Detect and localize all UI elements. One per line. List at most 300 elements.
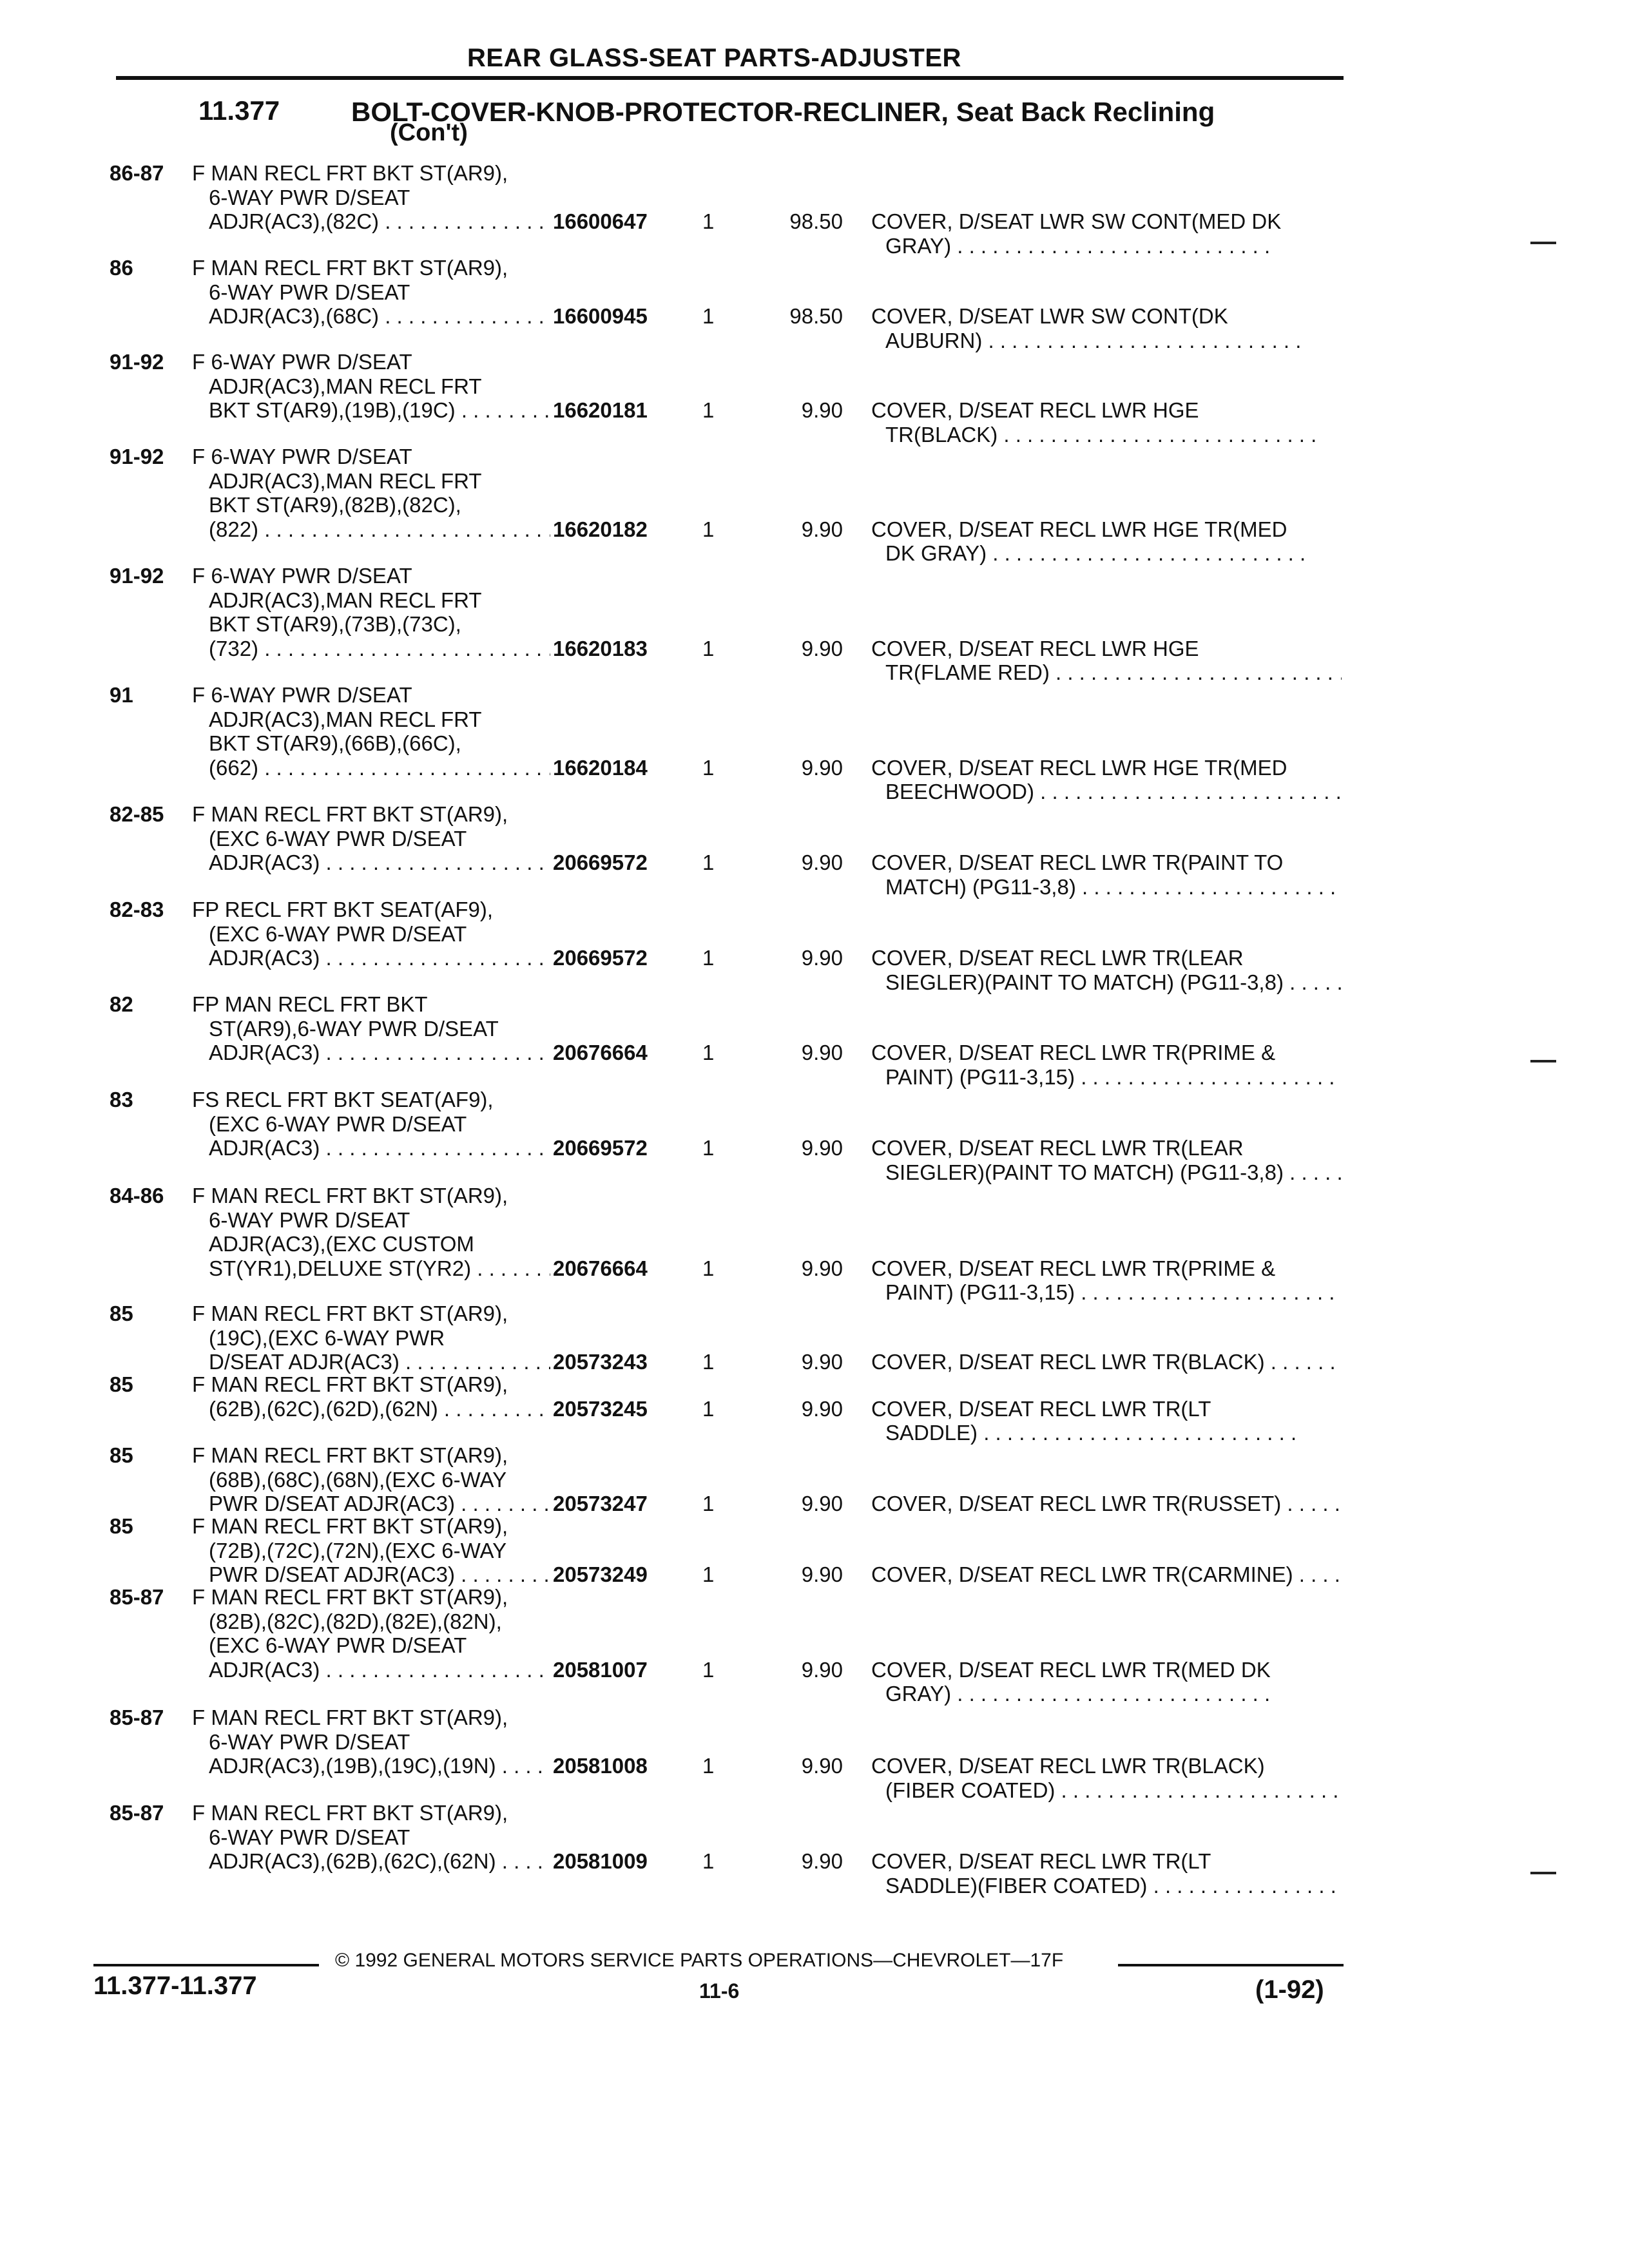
- description-line-text: COVER, D/SEAT RECL LWR TR(PRIME &: [871, 1256, 1276, 1280]
- usage-description: [192, 898, 553, 970]
- usage-line: [192, 1633, 553, 1658]
- margin-mark: [1530, 242, 1556, 244]
- price: 9.90: [801, 1754, 843, 1778]
- leader-dots: [1055, 1778, 1342, 1802]
- description-line: [871, 517, 1342, 542]
- leader-dots: [1147, 1874, 1342, 1898]
- description-line: [871, 1658, 1342, 1682]
- part-number: 16620183: [553, 636, 648, 660]
- description-line-text: COVER, D/SEAT RECL LWR HGE: [871, 636, 1199, 660]
- part-number: 20573247: [553, 1492, 648, 1515]
- usage-line-text: D/SEAT ADJR(AC3): [209, 1350, 400, 1374]
- quantity: 1: [702, 398, 715, 422]
- model-years: 82-85: [110, 802, 164, 826]
- description-line-text: GRAY): [885, 233, 952, 258]
- description-line: [871, 1778, 1342, 1803]
- quantity: 1: [702, 1396, 715, 1421]
- description-line: [871, 1421, 1342, 1445]
- usage-line: [192, 827, 553, 851]
- price: 9.90: [801, 850, 843, 874]
- leader-dots: [1281, 1492, 1342, 1515]
- price: 9.90: [801, 1350, 843, 1374]
- description-line: [871, 1136, 1342, 1160]
- description-line: [871, 209, 1342, 234]
- model-years: 82-83: [110, 898, 164, 921]
- description-line-text: AUBURN): [885, 328, 983, 352]
- usage-line-text: 6-WAY PWR D/SEAT: [209, 280, 410, 304]
- leader-dots: [209, 304, 550, 329]
- leader-dots: [951, 234, 1270, 258]
- leader-dots: [209, 756, 550, 780]
- usage-line: [192, 1706, 553, 1730]
- quantity: 1: [702, 209, 715, 233]
- part-number: 16620182: [553, 517, 648, 541]
- leader-dots: [209, 850, 550, 875]
- description-line: [871, 234, 1342, 258]
- usage-line: [192, 731, 553, 756]
- usage-line: [192, 1112, 553, 1137]
- margin-mark: [1530, 1872, 1556, 1874]
- leader-dots: [1050, 660, 1342, 684]
- model-years: 85: [110, 1372, 133, 1396]
- usage-line-text: ST(AR9),6-WAY PWR D/SEAT: [209, 1016, 499, 1041]
- part-description: [871, 1658, 1342, 1706]
- part-number: 16620181: [553, 398, 648, 422]
- description-line: [871, 1065, 1342, 1090]
- part-description: [871, 850, 1342, 899]
- part-number: 20669572: [553, 946, 648, 970]
- usage-line: [192, 304, 553, 329]
- part-number: 16600647: [553, 209, 648, 233]
- model-years: 85: [110, 1443, 133, 1467]
- usage-line-text: (72B),(72C),(72N),(EXC 6-WAY: [209, 1538, 507, 1562]
- price: 98.50: [789, 304, 843, 328]
- usage-line: [192, 1585, 553, 1610]
- usage-line: [192, 1397, 553, 1421]
- usage-line: [192, 1184, 553, 1208]
- usage-line: [192, 469, 553, 494]
- description-line-text: COVER, D/SEAT RECL LWR HGE TR(MED: [871, 755, 1287, 780]
- description-line: [871, 541, 1342, 566]
- description-line-text: DK GRAY): [885, 541, 987, 565]
- leader-dots: [209, 1754, 550, 1778]
- description-line-text: COVER, D/SEAT LWR SW CONT(DK: [871, 304, 1228, 328]
- usage-line: [192, 256, 553, 280]
- usage-line: [192, 898, 553, 922]
- leader-dots: [1265, 1350, 1342, 1374]
- description-line-text: COVER, D/SEAT RECL LWR TR(BLACK): [871, 1754, 1265, 1778]
- model-years: 83: [110, 1088, 133, 1111]
- model-years: 82: [110, 992, 133, 1016]
- quantity: 1: [702, 1492, 715, 1515]
- leader-dots: [209, 517, 550, 542]
- margin-mark: [1530, 1060, 1556, 1062]
- part-description: [871, 1041, 1342, 1089]
- leader-dots: [209, 1849, 550, 1874]
- usage-line: [192, 350, 553, 374]
- usage-line-text: 6-WAY PWR D/SEAT: [209, 1729, 410, 1754]
- leader-dots: [209, 209, 550, 234]
- usage-line-text: F MAN RECL FRT BKT ST(AR9),: [192, 802, 508, 826]
- model-years: 91-92: [110, 445, 164, 468]
- usage-line-text: (19C),(EXC 6-WAY PWR: [209, 1325, 445, 1350]
- model-years: 91-92: [110, 350, 164, 374]
- leader-dots: [209, 946, 550, 970]
- usage-line: [192, 1136, 553, 1160]
- usage-line-text: 6-WAY PWR D/SEAT: [209, 185, 410, 209]
- usage-line: [192, 374, 553, 399]
- usage-line-text: BKT ST(AR9),(82B),(82C),: [209, 493, 461, 517]
- price: 9.90: [801, 1657, 843, 1682]
- footer-page-number: 11-6: [699, 1979, 740, 2003]
- usage-line-text: BKT ST(AR9),(66B),(66C),: [209, 731, 461, 755]
- usage-line: [192, 161, 553, 186]
- usage-line-text: ADJR(AC3),MAN RECL FRT: [209, 707, 482, 731]
- usage-line-text: ADJR(AC3),(EXC CUSTOM: [209, 1232, 474, 1256]
- usage-line-text: BKT ST(AR9),(19B),(19C): [209, 398, 456, 422]
- model-years: 84-86: [110, 1184, 164, 1207]
- price: 9.90: [801, 1849, 843, 1873]
- usage-description: [192, 1514, 553, 1587]
- part-number: 20676664: [553, 1256, 648, 1280]
- leader-dots: [209, 1350, 550, 1374]
- part-number: 20581007: [553, 1657, 648, 1682]
- price: 9.90: [801, 398, 843, 422]
- leader-dots: [1076, 875, 1342, 899]
- usage-line: [192, 1350, 553, 1374]
- description-line: [871, 1160, 1342, 1185]
- quantity: 1: [702, 1754, 715, 1778]
- usage-line-text: PWR D/SEAT ADJR(AC3): [209, 1562, 455, 1586]
- usage-line: [192, 398, 553, 423]
- model-years: 85-87: [110, 1585, 164, 1609]
- usage-line: [192, 1208, 553, 1233]
- usage-line: [192, 1730, 553, 1754]
- part-number: 16620184: [553, 755, 648, 780]
- usage-line: [192, 186, 553, 210]
- part-number: 20676664: [553, 1041, 648, 1064]
- usage-line-text: F MAN RECL FRT BKT ST(AR9),: [192, 1585, 508, 1609]
- leader-dots: [1284, 1160, 1342, 1184]
- price: 9.90: [801, 1562, 843, 1586]
- description-line-text: COVER, D/SEAT RECL LWR TR(PAINT TO: [871, 850, 1284, 874]
- description-line: [871, 1562, 1342, 1587]
- quantity: 1: [702, 755, 715, 780]
- usage-line: [192, 1017, 553, 1041]
- leader-dots: [978, 1421, 1296, 1445]
- part-description: [871, 1397, 1342, 1445]
- leader-dots: [209, 637, 550, 661]
- usage-line-text: F MAN RECL FRT BKT ST(AR9),: [192, 1706, 508, 1729]
- usage-line-text: FS RECL FRT BKT SEAT(AF9),: [192, 1088, 494, 1111]
- usage-line-text: F MAN RECL FRT BKT ST(AR9),: [192, 256, 508, 280]
- price: 9.90: [801, 1492, 843, 1515]
- usage-line-text: (EXC 6-WAY PWR D/SEAT: [209, 1111, 467, 1136]
- usage-line: [192, 1610, 553, 1634]
- description-line: [871, 970, 1342, 995]
- usage-line: [192, 1041, 553, 1065]
- quantity: 1: [702, 1350, 715, 1374]
- usage-line-text: F MAN RECL FRT BKT ST(AR9),: [192, 1514, 508, 1538]
- description-line-text: COVER, D/SEAT RECL LWR TR(LEAR: [871, 1136, 1244, 1160]
- usage-line-text: ADJR(AC3),(82C): [209, 209, 380, 233]
- usage-line-text: BKT ST(AR9),(73B),(73C),: [209, 612, 461, 636]
- usage-line: [192, 612, 553, 637]
- description-line-text: GRAY): [885, 1682, 952, 1706]
- footer-copyright: © 1992 GENERAL MOTORS SERVICE PARTS OPERATIONS—CHEVROLET—17F: [335, 1950, 1064, 1971]
- usage-line-text: ADJR(AC3),MAN RECL FRT: [209, 374, 482, 398]
- usage-line: [192, 992, 553, 1017]
- description-line: [871, 1849, 1342, 1874]
- model-years: 85-87: [110, 1801, 164, 1825]
- usage-line: [192, 1302, 553, 1326]
- section-continued: (Con't): [390, 119, 468, 146]
- usage-description: [192, 1184, 553, 1280]
- description-line: [871, 329, 1342, 353]
- usage-line-text: (EXC 6-WAY PWR D/SEAT: [209, 826, 467, 850]
- description-line: [871, 1256, 1342, 1281]
- usage-line-text: ST(YR1),DELUXE ST(YR2): [209, 1256, 472, 1280]
- usage-description: [192, 350, 553, 423]
- part-description: [871, 756, 1342, 804]
- section-title: BOLT-COVER-KNOB-PROTECTOR-RECLINER, Seat Back Reclining: [351, 97, 1215, 127]
- usage-line: [192, 1468, 553, 1492]
- usage-description: [192, 1443, 553, 1516]
- section-number: 11.377: [198, 95, 280, 126]
- usage-line-text: F 6-WAY PWR D/SEAT: [192, 445, 412, 468]
- description-line-text: (FIBER COATED): [885, 1778, 1055, 1802]
- leader-dots: [1034, 780, 1342, 803]
- description-line-text: COVER, D/SEAT RECL LWR TR(RUSSET): [871, 1492, 1282, 1515]
- description-line-text: COVER, D/SEAT RECL LWR TR(MED DK: [871, 1657, 1271, 1682]
- usage-line: [192, 564, 553, 588]
- usage-line-text: (62B),(62C),(62D),(62N): [209, 1396, 438, 1421]
- usage-line-text: F 6-WAY PWR D/SEAT: [192, 564, 412, 588]
- part-description: [871, 1849, 1342, 1898]
- footer-date-code: (1-92): [1255, 1975, 1324, 2004]
- quantity: 1: [702, 946, 715, 970]
- part-description: [871, 637, 1342, 685]
- part-description: [871, 1256, 1342, 1305]
- price: 9.90: [801, 517, 843, 541]
- price: 9.90: [801, 1136, 843, 1160]
- usage-line: [192, 1372, 553, 1397]
- leader-dots: [209, 1136, 550, 1160]
- part-description: [871, 1136, 1342, 1184]
- part-description: [871, 946, 1342, 994]
- leader-dots: [1284, 970, 1342, 994]
- price: 9.90: [801, 946, 843, 970]
- description-line: [871, 1682, 1342, 1706]
- usage-line: [192, 493, 553, 517]
- description-line-text: SADDLE)(FIBER COATED): [885, 1873, 1148, 1898]
- description-line-text: TR(FLAME RED): [885, 660, 1050, 684]
- usage-line-text: F MAN RECL FRT BKT ST(AR9),: [192, 1443, 508, 1467]
- part-number: 20573249: [553, 1562, 648, 1586]
- usage-line: [192, 756, 553, 780]
- part-description: [871, 1562, 1342, 1587]
- usage-line: [192, 1492, 553, 1516]
- quantity: 1: [702, 304, 715, 328]
- usage-description: [192, 1088, 553, 1160]
- description-line: [871, 1350, 1342, 1374]
- footer-section-range: 11.377-11.377: [93, 1972, 257, 2000]
- part-description: [871, 398, 1342, 447]
- description-line-text: COVER, D/SEAT RECL LWR TR(PRIME &: [871, 1041, 1276, 1064]
- usage-line: [192, 1754, 553, 1778]
- part-number: 20581009: [553, 1849, 648, 1873]
- usage-line: [192, 1232, 553, 1256]
- footer-rule-left: [93, 1964, 319, 1966]
- usage-line: [192, 1562, 553, 1587]
- usage-line: [192, 802, 553, 827]
- usage-line: [192, 588, 553, 613]
- model-years: 86-87: [110, 161, 164, 185]
- description-line-text: COVER, D/SEAT RECL LWR TR(LT: [871, 1396, 1211, 1421]
- usage-line-text: ADJR(AC3),MAN RECL FRT: [209, 468, 482, 493]
- leader-dots: [209, 1492, 550, 1516]
- usage-description: [192, 564, 553, 660]
- usage-description: [192, 802, 553, 875]
- quantity: 1: [702, 1657, 715, 1682]
- usage-line-text: F MAN RECL FRT BKT ST(AR9),: [192, 1302, 508, 1325]
- leader-dots: [209, 1397, 550, 1421]
- description-line-text: SIEGLER)(PAINT TO MATCH) (PG11-3,8): [885, 1160, 1284, 1184]
- usage-description: [192, 683, 553, 780]
- usage-description: [192, 1801, 553, 1874]
- description-line: [871, 637, 1342, 661]
- leader-dots: [1075, 1280, 1342, 1304]
- quantity: 1: [702, 636, 715, 660]
- model-years: 86: [110, 256, 133, 280]
- usage-line-text: ADJR(AC3): [209, 1041, 320, 1064]
- description-line: [871, 304, 1342, 329]
- description-line-text: COVER, D/SEAT RECL LWR TR(CARMINE): [871, 1562, 1293, 1586]
- usage-line-text: F MAN RECL FRT BKT ST(AR9),: [192, 1372, 508, 1396]
- model-years: 91-92: [110, 564, 164, 588]
- usage-description: [192, 256, 553, 329]
- model-years: 85: [110, 1514, 133, 1538]
- usage-line-text: (68B),(68C),(68N),(EXC 6-WAY: [209, 1467, 507, 1492]
- usage-line: [192, 850, 553, 875]
- usage-line-text: F 6-WAY PWR D/SEAT: [192, 683, 412, 707]
- description-line: [871, 756, 1342, 780]
- price: 9.90: [801, 1041, 843, 1064]
- usage-line-text: (662): [209, 755, 259, 780]
- usage-line-text: FP RECL FRT BKT SEAT(AF9),: [192, 898, 493, 921]
- leader-dots: [209, 398, 550, 423]
- description-line-text: COVER, D/SEAT LWR SW CONT(MED DK: [871, 209, 1282, 233]
- usage-line-text: FP MAN RECL FRT BKT: [192, 992, 428, 1016]
- part-description: [871, 517, 1342, 566]
- usage-line-text: (732): [209, 636, 259, 660]
- price: 9.90: [801, 1396, 843, 1421]
- usage-line: [192, 683, 553, 707]
- leader-dots: [209, 1658, 550, 1682]
- part-number: 20573245: [553, 1396, 648, 1421]
- part-number: 16600945: [553, 304, 648, 328]
- usage-line-text: ADJR(AC3): [209, 850, 320, 874]
- usage-line-text: (82B),(82C),(82D),(82E),(82N),: [209, 1609, 502, 1633]
- leader-dots: [987, 541, 1306, 565]
- description-line: [871, 1492, 1342, 1516]
- description-line: [871, 780, 1342, 804]
- usage-line: [192, 1539, 553, 1563]
- description-line-text: PAINT) (PG11-3,15): [885, 1064, 1075, 1089]
- header-rule: [116, 76, 1344, 80]
- description-line-text: TR(BLACK): [885, 422, 998, 447]
- usage-line: [192, 946, 553, 970]
- usage-description: [192, 1302, 553, 1374]
- usage-description: [192, 1585, 553, 1682]
- part-number: 20669572: [553, 1136, 648, 1160]
- model-years: 85-87: [110, 1706, 164, 1729]
- usage-line-text: 6-WAY PWR D/SEAT: [209, 1825, 410, 1849]
- usage-description: [192, 445, 553, 541]
- description-line-text: COVER, D/SEAT RECL LWR TR(LEAR: [871, 946, 1244, 970]
- description-line-text: COVER, D/SEAT RECL LWR HGE: [871, 398, 1199, 422]
- usage-line-text: (EXC 6-WAY PWR D/SEAT: [209, 1633, 467, 1657]
- usage-line-text: F 6-WAY PWR D/SEAT: [192, 350, 412, 374]
- usage-line: [192, 517, 553, 542]
- description-line: [871, 875, 1342, 899]
- usage-line: [192, 1849, 553, 1874]
- description-line-text: BEECHWOOD): [885, 780, 1034, 803]
- description-line: [871, 850, 1342, 875]
- description-line-text: COVER, D/SEAT RECL LWR HGE TR(MED: [871, 517, 1287, 541]
- usage-line: [192, 445, 553, 469]
- description-line-text: SIEGLER)(PAINT TO MATCH) (PG11-3,8): [885, 970, 1284, 994]
- description-line: [871, 946, 1342, 970]
- price: 9.90: [801, 755, 843, 780]
- usage-line: [192, 1326, 553, 1350]
- description-line: [871, 1397, 1342, 1421]
- leader-dots: [1075, 1065, 1342, 1089]
- usage-line-text: ADJR(AC3),(68C): [209, 304, 380, 328]
- description-line: [871, 660, 1342, 685]
- model-years: 91: [110, 683, 133, 707]
- quantity: 1: [702, 1562, 715, 1586]
- leader-dots: [951, 1682, 1270, 1706]
- usage-line-text: ADJR(AC3),(62B),(62C),(62N): [209, 1849, 496, 1873]
- usage-line-text: ADJR(AC3): [209, 946, 320, 970]
- description-line-text: SADDLE): [885, 1421, 978, 1445]
- description-line-text: COVER, D/SEAT RECL LWR TR(LT: [871, 1849, 1211, 1873]
- usage-line-text: F MAN RECL FRT BKT ST(AR9),: [192, 1801, 508, 1825]
- usage-description: [192, 992, 553, 1065]
- price: 9.90: [801, 636, 843, 660]
- part-description: [871, 209, 1342, 258]
- usage-line-text: ADJR(AC3): [209, 1136, 320, 1160]
- part-number: 20669572: [553, 850, 648, 874]
- usage-line: [192, 1088, 553, 1112]
- description-line-text: MATCH) (PG11-3,8): [885, 874, 1076, 899]
- leader-dots: [209, 1041, 550, 1065]
- leader-dots: [982, 329, 1301, 352]
- usage-description: [192, 1372, 553, 1421]
- usage-line: [192, 1443, 553, 1468]
- usage-line-text: (EXC 6-WAY PWR D/SEAT: [209, 921, 467, 946]
- usage-line-text: PWR D/SEAT ADJR(AC3): [209, 1492, 455, 1515]
- usage-line: [192, 922, 553, 947]
- footer-rule-right: [1118, 1964, 1344, 1966]
- description-line: [871, 423, 1342, 447]
- usage-line-text: (822): [209, 517, 259, 541]
- leader-dots: [209, 1562, 550, 1587]
- quantity: 1: [702, 850, 715, 874]
- description-line: [871, 1280, 1342, 1305]
- description-line-text: PAINT) (PG11-3,15): [885, 1280, 1075, 1304]
